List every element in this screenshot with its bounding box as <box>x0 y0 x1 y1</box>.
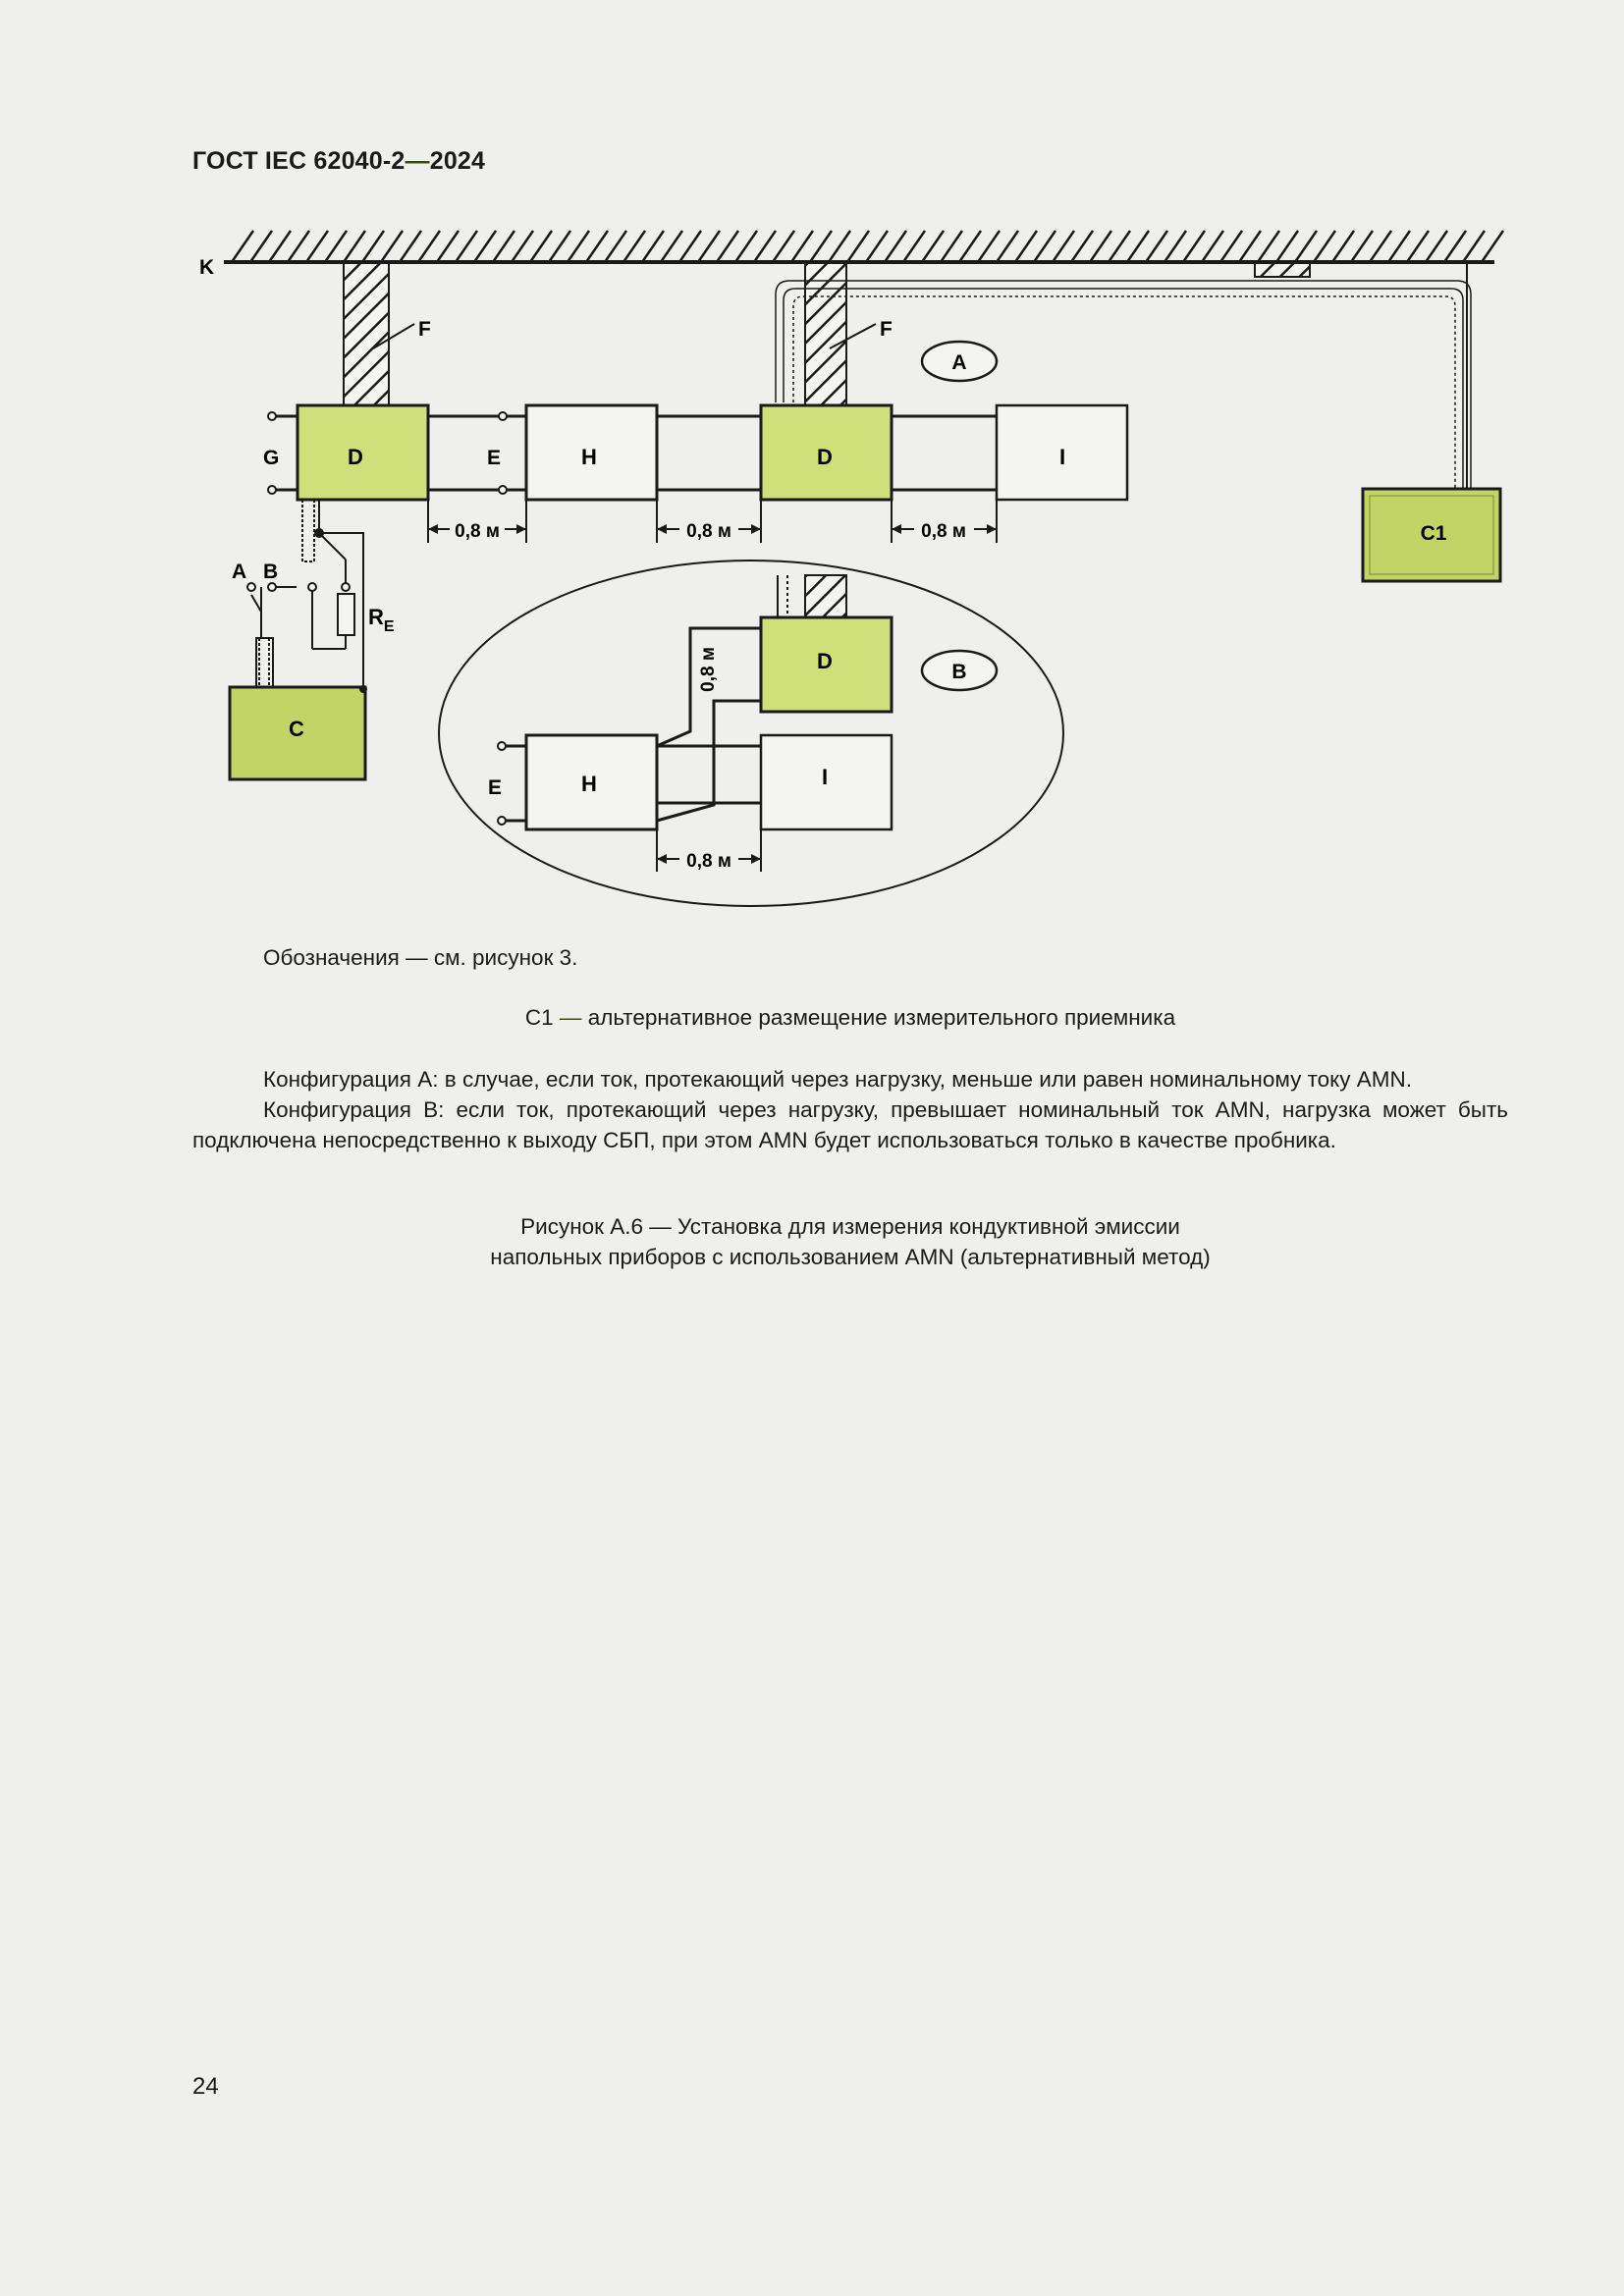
c1-dash: — <box>559 1005 582 1030</box>
c1-definition <box>192 1002 1508 1033</box>
ground-label: K <box>199 256 215 279</box>
re-label <box>368 605 395 635</box>
load-box-i-label: I <box>1058 445 1066 469</box>
switch-b-label: B <box>263 561 279 583</box>
receiver-c-ground-dot <box>359 685 367 693</box>
inset-ups-box-d-label: D <box>817 649 833 673</box>
configuration-notes <box>192 1064 1508 1155</box>
header-dash: — <box>405 147 430 175</box>
amn-box-h-label: H <box>581 445 597 469</box>
ceiling-feedthrough <box>1255 263 1310 277</box>
f-right-label: F <box>880 318 893 341</box>
standard-year: 2024 <box>429 147 486 175</box>
switch-a-label: A <box>232 561 247 583</box>
inset-load-box-i-label: I <box>821 765 829 789</box>
re-sub: E <box>383 618 395 635</box>
support-column-right <box>805 263 846 405</box>
e-label: E <box>487 447 502 469</box>
dim-h-to-d: 0,8 м <box>686 521 731 542</box>
config-a-note: Конфигурация А: в случае, если ток, протекающий через нагрузку, меньше или равен номинальному току AMN. <box>263 1067 1412 1092</box>
inset-amn-box-h-label: H <box>581 772 597 796</box>
c1-description: альтернативное размещение измерительного приемника <box>587 1005 1176 1030</box>
config-b-label: B <box>951 661 967 683</box>
inset-horizontal-dimension: 0,8 м <box>686 851 731 872</box>
dim-d-to-h: 0,8 м <box>455 521 500 542</box>
inset-cable <box>778 575 787 617</box>
inset-support-column <box>805 575 846 618</box>
config-b-note: Конфигурация В: если ток, протекающий через нагрузку, превышает номинальный ток AMN, нагрузка может быть подключена непосредственно к выходу СБП, при этом AMN будет использоваться только в качестве пробника. <box>192 1097 1508 1152</box>
standard-code: ГОСТ IEC 62040-2 <box>192 147 406 175</box>
g-label: G <box>263 447 280 469</box>
inset-vertical-dimension: 0,8 м <box>698 647 719 692</box>
c1-term: C1 <box>524 1005 554 1030</box>
config-b-inset <box>439 561 1063 906</box>
ups-box-d-second-label: D <box>817 445 833 469</box>
switch-network <box>251 500 363 689</box>
caption-line-2: напольных приборов с использованием AMN (альтернативный метод) <box>490 1245 1211 1269</box>
legend-reference: Обозначения — см. рисунок 3. <box>263 945 578 970</box>
figure-caption <box>192 1211 1508 1272</box>
ground-plane <box>224 231 1503 262</box>
caption-line-1: Рисунок А.6 — Установка для измерения кондуктивной эмиссии <box>520 1214 1180 1239</box>
f-left-label: F <box>418 318 431 341</box>
dim-d-to-i: 0,8 м <box>921 521 966 542</box>
receiver-c1-label: C1 <box>1420 522 1447 545</box>
re-main: R <box>368 605 384 629</box>
inset-e-label: E <box>488 776 503 799</box>
ups-box-d-label: D <box>348 445 363 469</box>
page-number: 24 <box>192 2073 219 2100</box>
support-column-left <box>344 263 389 405</box>
config-a-label: A <box>951 351 967 374</box>
measurement-setup-diagram <box>0 0 1624 942</box>
receiver-c-label: C <box>289 717 304 741</box>
